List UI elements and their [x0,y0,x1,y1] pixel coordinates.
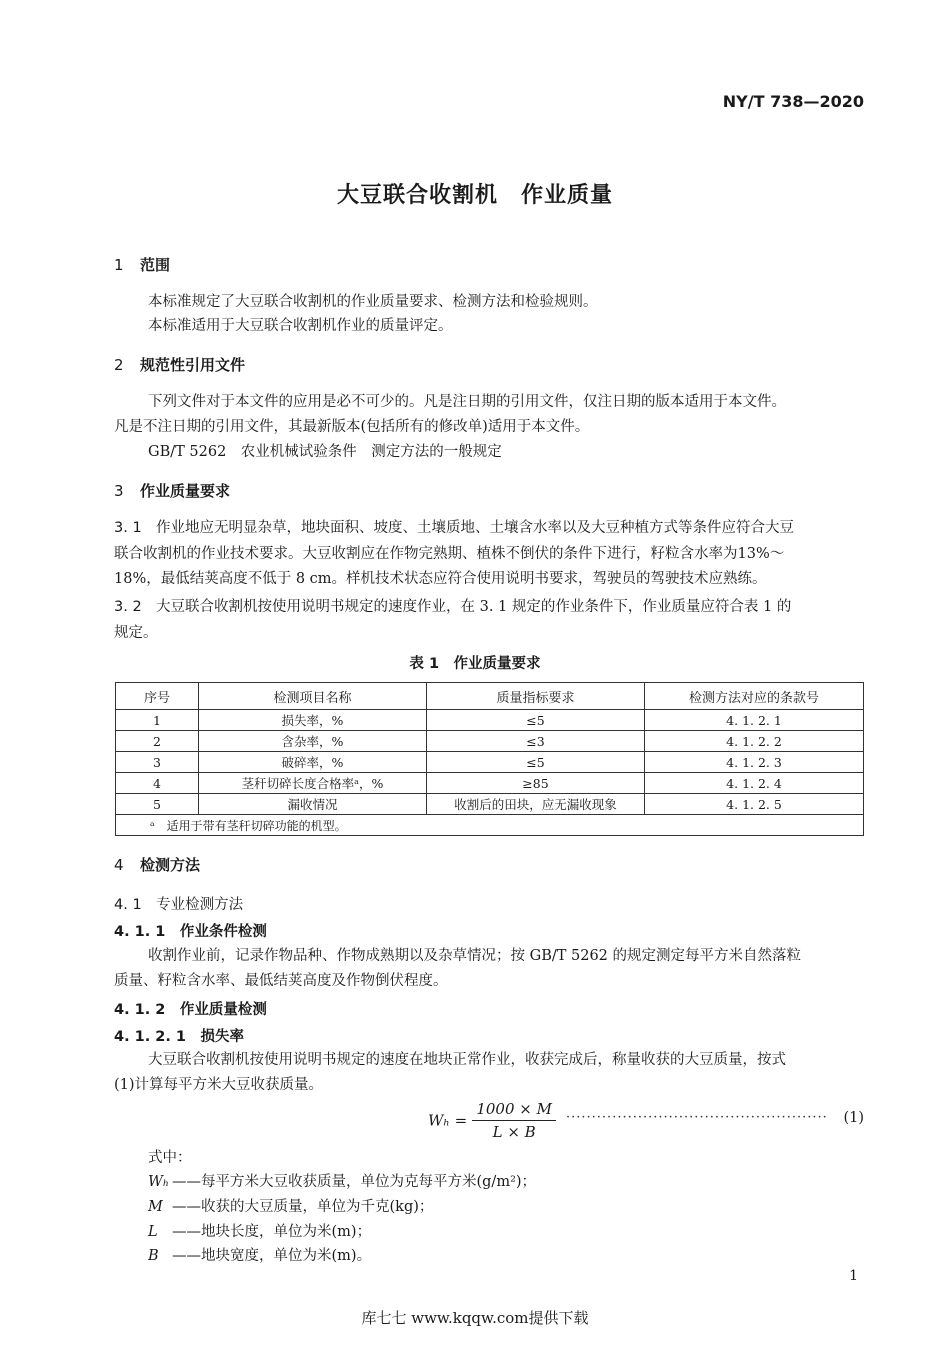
table-cell: ≤5 [427,752,645,773]
symbol: L [148,1224,158,1240]
formula-leader-dots: ··················································· [566,1110,828,1125]
table-cell: 收割后的田块，应无漏收现象 [427,794,645,815]
symbol-definition [114,1194,864,1220]
symbol-text: ——收获的大豆质量，单位为千克(kg)； [172,1199,434,1215]
formula-number: (1) [843,1110,864,1126]
table-cell: 4. 1. 2. 3 [645,752,864,773]
table-cell: 含杂率，% [199,731,427,752]
table-cell: 4. 1. 2. 2 [645,731,864,752]
section-2-heading [114,354,864,375]
paragraph: 质量、籽粒含水率、最低结荚高度及作物倒伏程度。 [114,973,448,989]
table-cell: 5 [116,794,199,815]
paragraph: 本标准适用于大豆联合收割机作业的质量评定。 [148,318,453,334]
clause-4-1-1-heading: 4. 1. 1 作业条件检测 [114,924,267,940]
table-cell: 茎秆切碎长度合格率ᵃ，% [199,773,427,794]
table-cell: 损失率，% [199,710,427,731]
section-1-heading [114,254,864,275]
section-number: 4 [114,856,124,874]
section-title: 作业质量要求 [140,482,231,500]
formula-1 [428,1100,556,1141]
table-cell: 4 [116,773,199,794]
formula-lhs: Wₕ = [428,1111,468,1130]
table-cell: 1 [116,710,199,731]
formula-denominator: L × B [492,1123,536,1141]
symbol: Wₕ [148,1174,170,1190]
table-header: 质量指标要求 [427,683,645,710]
table-header: 检测方法对应的条款号 [645,683,864,710]
symbol-definition [114,1219,864,1245]
paragraph: 18%，最低结荚高度不低于 8 cm。样机技术状态应符合使用说明书要求，驾驶员的驾驶技术应熟练。 [114,571,767,587]
paragraph: 收割作业前，记录作物品种、作物成熟期以及杂草情况；按 GB/T 5262 的规定测定每平方米自然落粒 [148,948,802,964]
table-header: 检测项目名称 [199,683,427,710]
clause-3-2 [114,594,864,620]
paragraph: 规定。 [114,625,158,641]
paragraph: (1)计算每平方米大豆收获质量。 [114,1077,324,1093]
section-number: 2 [114,356,124,374]
symbol: M [148,1199,163,1215]
section-3-heading [114,480,864,501]
table-cell: 漏收情况 [199,794,427,815]
section-number: 3 [114,482,124,500]
table-cell: 破碎率，% [199,752,427,773]
table-footnote-row [116,815,864,836]
table-row [116,752,864,773]
table-cell: 2 [116,731,199,752]
clause-4-1-2-1-heading: 4. 1. 2. 1 损失率 [114,1029,245,1045]
document-title: 大豆联合收割机 作业质量 [336,183,613,208]
table-footnote: ᵃ 适用于带有茎秆切碎功能的机型。 [116,815,864,836]
clause-text: 作业地应无明显杂草，地块面积、坡度、土壤质地、土壤含水率以及大豆种植方式等条件应符合大豆 [156,520,794,536]
table-header-row [116,683,864,710]
section-number: 1 [114,256,124,274]
table-cell: 4. 1. 2. 5 [645,794,864,815]
symbol: B [148,1248,159,1264]
download-footer: 库七七 www.kqqw.com提供下载 [361,1309,589,1327]
page-number: 1 [849,1268,858,1284]
where-label: 式中： [148,1150,192,1166]
symbol-text: ——每平方米大豆收获质量，单位为克每平方米(g/m²)； [172,1174,537,1190]
clause-4-1-2-heading: 4. 1. 2 作业质量检测 [114,1002,267,1018]
formula-numerator: 1000 × M [472,1100,556,1121]
symbol-text: ——地块宽度，单位为米(m)。 [172,1248,372,1264]
section-title: 检测方法 [140,856,201,874]
paragraph: 凡是不注日期的引用文件，其最新版本(包括所有的修改单)适用于本文件。 [114,419,590,435]
section-title: 范围 [140,256,171,274]
normative-reference: GB/T 5262 农业机械试验条件 测定方法的一般规定 [148,444,502,460]
symbol-text: ——地块长度，单位为米(m)； [172,1224,372,1240]
paragraph: 本标准规定了大豆联合收割机的作业质量要求、检测方法和检验规则。 [148,294,598,310]
symbol-definition [114,1243,864,1269]
table-cell: ≥85 [427,773,645,794]
table-cell: ≤5 [427,710,645,731]
table-cell: 3 [116,752,199,773]
quality-requirements-table [115,682,864,836]
table-header: 序号 [116,683,199,710]
paragraph: 大豆联合收割机按使用说明书规定的速度在地块正常作业，收获完成后，称量收获的大豆质量，按式 [148,1052,786,1068]
clause-number: 3. 1 [114,520,142,536]
standard-code: NY/T 738—2020 [722,92,864,111]
table-row [116,794,864,815]
table-cell: ≤3 [427,731,645,752]
formula-fraction [472,1100,556,1141]
paragraph: 下列文件对于本文件的应用是必不可少的。凡是注日期的引用文件，仅注日期的版本适用于本文件。 [148,394,786,410]
clause-4-1-heading: 4. 1 专业检测方法 [114,897,244,913]
table-cell: 4. 1. 2. 4 [645,773,864,794]
table-row [116,731,864,752]
clause-text: 大豆联合收割机按使用说明书规定的速度作业，在 3. 1 规定的作业条件下，作业质量应符合表 1 的 [156,599,792,615]
table-row [116,773,864,794]
table-row [116,710,864,731]
section-4-heading [114,854,864,875]
table-caption: 表 1 作业质量要求 [409,656,541,672]
symbol-definition [114,1169,864,1195]
paragraph: 联合收割机的作业技术要求。大豆收割应在作物完熟期、植株不倒伏的条件下进行，籽粒含水率为13%～ [114,546,785,562]
section-title: 规范性引用文件 [140,356,246,374]
table-cell: 4. 1. 2. 1 [645,710,864,731]
clause-3-1 [114,515,864,541]
clause-number: 3. 2 [114,599,142,615]
